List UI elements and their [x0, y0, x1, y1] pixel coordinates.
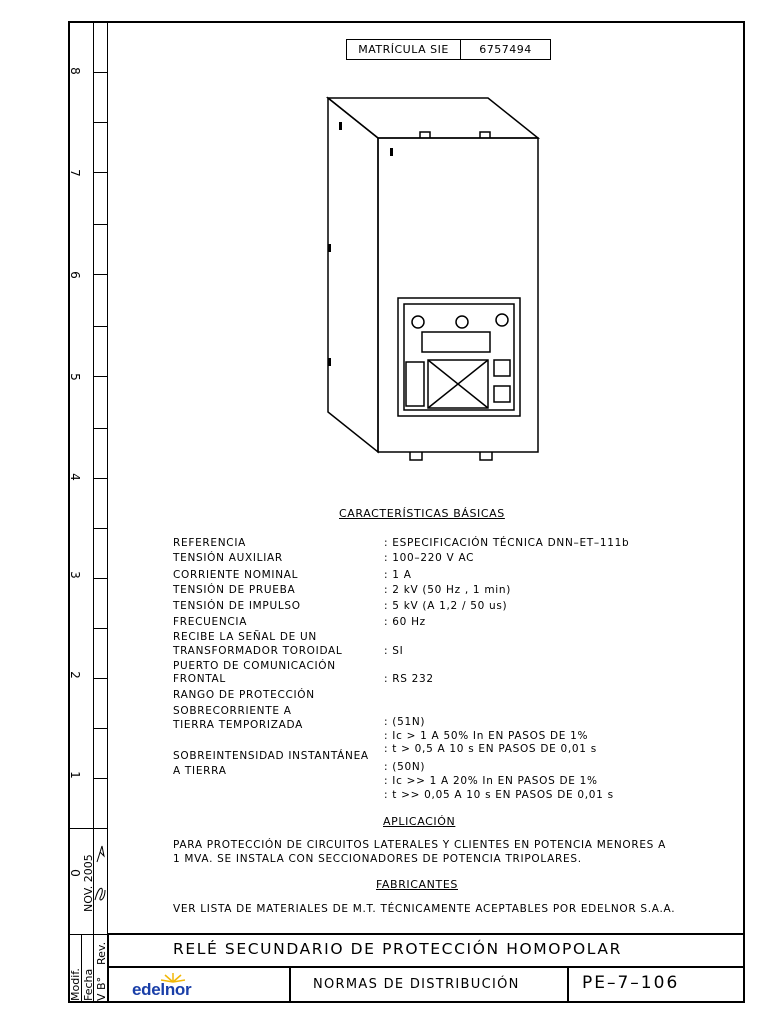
spec-label: FRONTAL [173, 673, 226, 685]
title-block-mid [107, 966, 745, 968]
zone-label: 4 [68, 473, 82, 481]
spec-value: : RS 232 [384, 673, 434, 685]
title-block-top [107, 933, 745, 935]
zone-label: 2 [68, 671, 82, 679]
side-label-divider [68, 934, 107, 935]
spec-label: CORRIENTE NOMINAL [173, 569, 299, 581]
caracteristicas-title: CARACTERÍSTICAS BÁSICAS [339, 507, 505, 520]
spec-value: : (51N) [384, 716, 426, 728]
relay-drawing [320, 90, 550, 475]
zone-label: 1 [68, 771, 82, 779]
spec-label: A TIERRA [173, 765, 227, 777]
zone-tick [93, 172, 107, 173]
title-block-left [107, 933, 109, 1003]
spec-value: : ESPECIFICACIÓN TÉCNICA DNN–ET–111b [384, 537, 630, 549]
zone-tick [93, 326, 107, 327]
aplicacion-line2: 1 MVA. SE INSTALA CON SECCIONADORES DE POTENCIA TRIPOLARES. [173, 853, 582, 865]
rev-label: Rev. [95, 941, 108, 965]
zone-label: 0 [68, 869, 82, 877]
zone-tick [93, 728, 107, 729]
zone-tick [93, 628, 107, 629]
revision-date: NOV. 2005 [82, 854, 95, 912]
zone-label: 3 [68, 571, 82, 579]
zone-tick [93, 72, 107, 73]
zone-tick [93, 478, 107, 479]
margin-line-2 [107, 21, 108, 935]
aplicacion-line1: PARA PROTECCIÓN DE CIRCUITOS LATERALES Y CLIENTES EN POTENCIA MENORES A [173, 839, 666, 851]
normas-label: NORMAS DE DISTRIBUCIÓN [313, 977, 520, 992]
signature-mark [94, 842, 107, 866]
revision-divider [68, 828, 107, 829]
vb-label: V B° [95, 976, 108, 1001]
zone-tick [93, 376, 107, 377]
zone-label: 5 [68, 373, 82, 381]
zone-tick [93, 428, 107, 429]
spec-label: FRECUENCIA [173, 616, 248, 628]
spec-label: SOBRECORRIENTE A [173, 705, 292, 717]
modif-label: Modif. [69, 968, 82, 1001]
spec-label: RANGO DE PROTECCIÓN [173, 689, 315, 701]
zone-tick [93, 578, 107, 579]
spec-label: TIERRA TEMPORIZADA [173, 719, 303, 731]
zone-tick [93, 778, 107, 779]
spec-value: : 60 Hz [384, 616, 426, 628]
matricula-value: 6757494 [479, 43, 532, 56]
document-title: RELÉ SECUNDARIO DE PROTECCIÓN HOMOPOLAR [173, 940, 622, 958]
spec-label: TENSIÓN DE IMPULSO [173, 600, 301, 612]
spec-label: REFERENCIA [173, 537, 246, 549]
zone-tick [93, 224, 107, 225]
aplicacion-title: APLICACIÓN [383, 815, 456, 828]
spec-value: : Ic >> 1 A 20% In EN PASOS DE 1% [384, 775, 598, 787]
spec-label: TENSIÓN AUXILIAR [173, 552, 283, 564]
title-block-div2 [567, 966, 569, 1003]
spec-label: RECIBE LA SEÑAL DE UN [173, 631, 317, 643]
zone-tick [93, 274, 107, 275]
spec-value: : 2 kV (50 Hz , 1 min) [384, 584, 512, 596]
spec-label: PUERTO DE COMUNICACIÓN [173, 660, 336, 672]
spec-value: : 1 A [384, 569, 412, 581]
zone-label: 7 [68, 169, 82, 177]
spec-value: : (50N) [384, 761, 426, 773]
matricula-box [346, 39, 551, 60]
spec-value: : 5 kV (A 1,2 / 50 us) [384, 600, 508, 612]
fecha-label: Fecha [82, 968, 95, 1001]
edelnor-logo [130, 971, 240, 1001]
spec-label: SOBREINTENSIDAD INSTANTÁNEA [173, 750, 369, 762]
spec-value: : SI [384, 645, 404, 657]
spec-value: : t >> 0,05 A 10 s EN PASOS DE 0,01 s [384, 789, 614, 801]
spec-value: : Ic > 1 A 50% In EN PASOS DE 1% [384, 730, 589, 742]
fabricantes-text: VER LISTA DE MATERIALES DE M.T. TÉCNICAMENTE ACEPTABLES POR EDELNOR S.A.A. [173, 903, 676, 915]
spec-value: : 100–220 V AC [384, 552, 475, 564]
matricula-label: MATRÍCULA SIE [347, 40, 461, 59]
spec-value: : t > 0,5 A 10 s EN PASOS DE 0,01 s [384, 743, 597, 755]
logo-text: edelnor [132, 980, 192, 999]
zone-tick [93, 528, 107, 529]
vb-signature-mark [93, 880, 107, 906]
document-code: PE–7–106 [582, 973, 680, 993]
spec-label: TRANSFORMADOR TOROIDAL [173, 645, 343, 657]
spec-label: TENSIÓN DE PRUEBA [173, 584, 296, 596]
title-block-div1 [289, 966, 291, 1003]
zone-label: 8 [68, 67, 82, 75]
fabricantes-title: FABRICANTES [376, 878, 458, 891]
zone-tick [93, 122, 107, 123]
zone-label: 6 [68, 271, 82, 279]
zone-tick [93, 678, 107, 679]
